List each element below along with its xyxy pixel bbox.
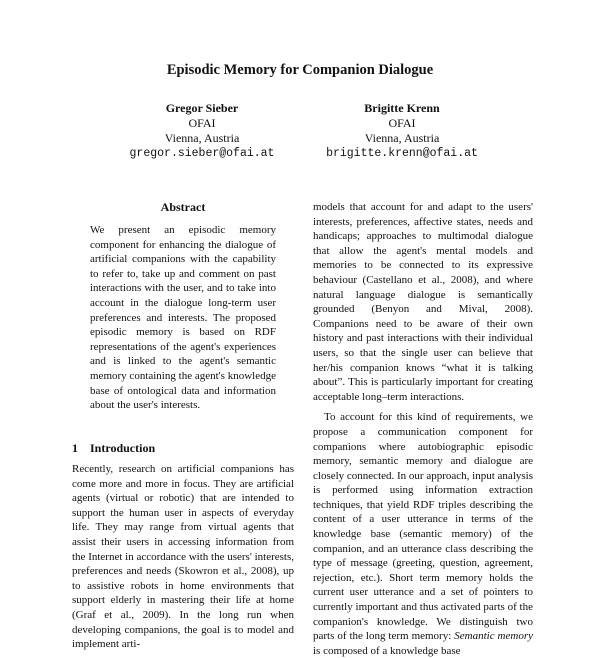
- body-paragraph-2: [313, 410, 533, 658]
- body-text-tail: is composed of a knowledge base: [313, 644, 461, 657]
- abstract-heading: Abstract: [160, 200, 206, 214]
- right-column: [313, 200, 533, 658]
- section-heading: [72, 441, 155, 456]
- intro-paragraph: Recently, research on artificial companions has come more and more in focus. They are artificial agents (virtual or robotic) that are intended to support the human user in aspects of everyday life. They may range from virtual agents that assist their users in accessing information from the Internet in accordance with the users' interests, preferences and needs (Skowron et al., 2008), up to assistive robots in home environments that support elderly in mastering their life at home (Graf et al., 2009). In the long run when developing companions, the goal is to model and implement arti-: [72, 463, 294, 651]
- author-affiliation: OFAI: [388, 116, 416, 130]
- author-location: Vienna, Austria: [164, 131, 240, 145]
- body-paragraph: models that account for and adapt to the users' interests, preferences, affective states, needs and handicaps; approaches to multimodal dialogue that allow the agent's mental models and memories to be connected to its expressive behaviour (Castellano et al., 2008), and where natural language dialogue is semantically grounded (Benyon and Mival, 2008). Companions need to be aware of their own history and past interactions with their individual users, so that the single user can believe that her/his companion knows “what it is talking about”. This is particularly important for creating acceptable long–term interactions.: [313, 201, 533, 403]
- author-location: Vienna, Austria: [364, 131, 440, 145]
- author-block-2: [302, 101, 502, 161]
- section-title: Introduction: [90, 441, 156, 455]
- section-number: 1: [72, 441, 78, 455]
- author-email: gregor.sieber@ofai.at: [129, 147, 275, 160]
- term-emphasis: Semantic memory: [454, 630, 533, 643]
- body-text: To account for this kind of requirements, we propose a communication component for companions where autobiographic episodic memory, semantic memory and dialogue are closely connected. In our approach, input analysis is performed using information extraction techniques, that yield RDF triples describing the content of a user utterance in terms of the knowledge base (semantic memory) of the companion, and an utterance class describing the type of message (greeting, question, agreement, rejection, etc.). Short term memory holds the current user utterance and a set of pointers to currently important and thus activated parts of the companion's knowledge. We distinguish two parts of the long term memory:: [313, 411, 533, 643]
- author-block-1: [102, 101, 302, 161]
- paper-title: Episodic Memory for Companion Dialogue: [166, 62, 434, 78]
- author-name: Brigitte Krenn: [364, 101, 440, 115]
- author-affiliation: OFAI: [188, 116, 216, 130]
- abstract-text: We present an episodic memory component for enhancing the dialogue of artificial companions with the capability to refer to, take up and comment on past interactions with the user, and to take into account in the dialogue long-term user preferences and interests. The proposed episodic memory is based on RDF representations of the agent's experiences and is linked to the agent's semantic memory containing the agent's knowledge base of ontological data and information about the user's interests.: [90, 224, 276, 412]
- author-name: Gregor Sieber: [165, 101, 239, 115]
- author-email: brigitte.krenn@ofai.at: [326, 147, 478, 160]
